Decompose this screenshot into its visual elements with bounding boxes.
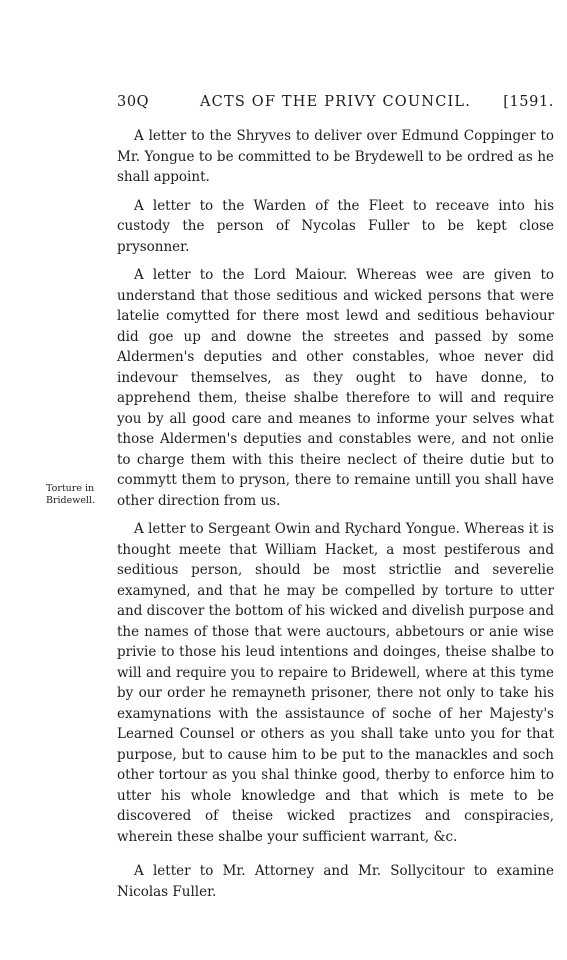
margin-note-torture <box>46 483 108 507</box>
header-year: [1591. <box>503 94 554 110</box>
document-body <box>117 126 554 910</box>
paragraph-attorney-letter: A letter to Mr. Attorney and Mr. Sollycitour to examine Nicolas Fuller. <box>117 863 554 900</box>
margin-note-line: Bridewell. <box>46 495 96 506</box>
running-header <box>117 94 554 116</box>
paragraph-shryves-letter: A letter to the Shryves to deliver over Edmund Coppinger to Mr. Yongue to be committed to be Brydewell to be ordred as he shall appoint. <box>117 128 554 185</box>
paragraph-sergeant-owin-letter: A letter to Sergeant Owin and Rychard Yongue. Whereas it is thought meete that William Hacket, a most pestiferous and seditious person, should be most strictlie and severelie examyned, and that he may be compelled by torture to utter and discover the bottom of his wicked and divelish purpose and the names of those that were auctours, abbetours or anie wise privie to those his leud intentions and doinges, theise shalbe to will and require you to repaire to Bridewell, where at this tyme by our order he remayneth prisoner, there not only to take his examynations with the assistaunce of soche of her Majesty's Learned Counsel or others as you shall take unto you for that purpose, but to cause him to be put to the manackles and soch other tortour as you shal thinke good, therby to enforce him to utter his whole knowledge and that which is mete to be discovered of theise wicked practizes and conspiracies, wherein these shalbe your sufficient warrant, &c. <box>117 521 554 845</box>
paragraph-lord-maiour-letter: A letter to the Lord Maiour. Whereas wee are given to understand that those seditious and wicked persons that were latelie comytted for there most lewd and seditious behaviour did goe up and downe the streetes and passed by some Aldermen's deputies and other constables, whoe never did indevour themselves, as they ought to have donne, to apprehend them, theise shalbe therefore to will and require you by all good care and meanes to informe your selves what those Aldermen's deputies and constables were, and not onlie to charge them with this theire neclect of theire dutie but to commytt them to pryson, there to remaine untill you shall have other direction from us. <box>117 267 554 509</box>
margin-note-line: Torture in <box>46 483 95 494</box>
paragraph-warden-letter: A letter to the Warden of the Fleet to receave into his custody the person of Nycolas Fuller to be kept close prysonner. <box>117 197 554 255</box>
running-title: ACTS OF THE PRIVY COUNCIL. <box>200 94 472 110</box>
page-number: 30Q <box>117 94 150 110</box>
